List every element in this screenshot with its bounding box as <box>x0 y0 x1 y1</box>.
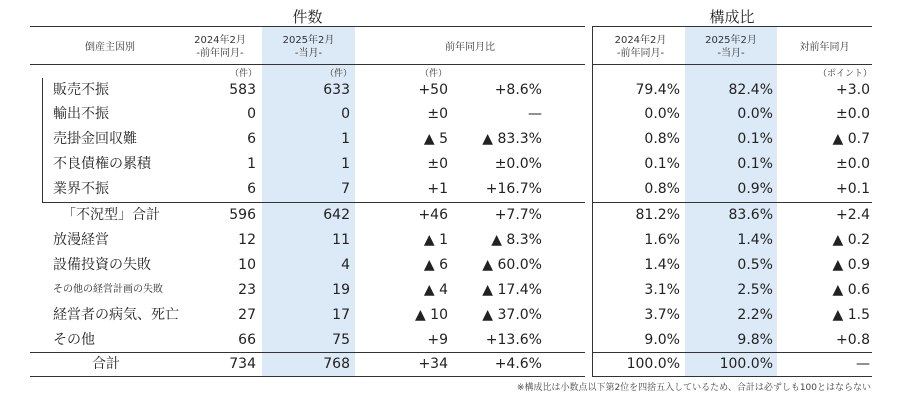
cell-pct: +7.7% <box>494 207 542 223</box>
row-label: 「不況型」合計 <box>62 207 160 223</box>
cell-rprev: 0.8% <box>644 181 680 197</box>
row-label: 販売不振 <box>53 82 109 98</box>
cell-rdiff: +0.1 <box>836 181 870 197</box>
cell-rdiff: ±0.0 <box>836 106 870 122</box>
ratio-curr-header-line2: -当月- <box>717 48 745 59</box>
cell-pct: +13.6% <box>485 332 542 348</box>
cell-rcurr: 0.0% <box>737 106 773 122</box>
cell-pct: +8.6% <box>494 82 542 98</box>
cell-rcurr: 1.4% <box>737 232 773 248</box>
ratio-prev-header-line2: -前年同月- <box>616 48 665 59</box>
recession-group-bracket <box>42 78 43 202</box>
cell-rcurr: 2.5% <box>737 282 773 298</box>
cell-diff: +9 <box>427 332 448 348</box>
cell-curr: 7 <box>341 181 350 197</box>
yoy-header: 前年同月比 <box>445 42 495 53</box>
cell-rdiff: +2.4 <box>836 207 870 223</box>
row-label: 経営者の病気、死亡 <box>53 307 179 323</box>
cell-curr: 19 <box>332 282 350 298</box>
cell-diff: ▲ 6 <box>423 257 448 273</box>
prev-month-header-line2: -前年同月- <box>196 48 244 59</box>
cell-pct: +16.7% <box>485 181 542 197</box>
cell-prev: 734 <box>229 356 256 372</box>
cell-rdiff: ▲ 0.7 <box>832 131 870 147</box>
count-section-title: 件数 <box>292 8 323 26</box>
table-bottom-line <box>30 376 585 377</box>
cell-prev: 6 <box>247 131 256 147</box>
curr-month-header-line1: 2025年2月 <box>282 35 335 46</box>
cell-curr: 1 <box>341 156 350 172</box>
cell-rprev: 81.2% <box>635 207 680 223</box>
ratio-left-border <box>592 26 593 376</box>
cell-pct: ▲ 60.0% <box>482 257 542 273</box>
cell-prev: 1 <box>247 156 256 172</box>
cell-pct: ▲ 17.4% <box>482 282 542 298</box>
cell-rprev: 100.0% <box>626 356 680 372</box>
ratio-table-bottom-line <box>592 376 872 377</box>
row-label: その他 <box>53 332 95 348</box>
cell-curr: 642 <box>323 207 350 223</box>
cell-prev: 596 <box>229 207 256 223</box>
row-label: その他の経営計画の失敗 <box>53 284 163 295</box>
cell-rcurr: 0.9% <box>737 181 773 197</box>
cell-curr: 0 <box>341 106 350 122</box>
cell-curr: 75 <box>332 332 350 348</box>
row-label: 不良債権の累積 <box>53 156 151 172</box>
footnote: ※構成比は小数点以下第2位を四捨五入しているため、合計は必ずしも100とはならない <box>516 383 871 393</box>
ratio-prev-header-line1: 2024年2月 <box>614 35 667 46</box>
cell-pct: +4.6% <box>494 356 542 372</box>
unit-yoy: （件） <box>420 69 448 79</box>
cell-rcurr: 0.1% <box>737 156 773 172</box>
cell-diff: ▲ 5 <box>423 131 448 147</box>
cell-pct: ▲ 8.3% <box>491 232 542 248</box>
cell-curr: 17 <box>332 307 350 323</box>
row-label: 合計 <box>92 356 120 372</box>
ratio-section-title: 構成比 <box>709 8 755 26</box>
cell-pct: ▲ 83.3% <box>482 131 542 147</box>
cell-pct: — <box>528 106 542 122</box>
ratio-diff-header: 対前年同月 <box>799 42 850 53</box>
cause-header: 倒産主因別 <box>85 42 135 53</box>
cell-curr: 633 <box>323 82 350 98</box>
cell-rcurr: 83.6% <box>728 207 773 223</box>
cell-diff: ▲ 1 <box>423 232 448 248</box>
cell-prev: 0 <box>247 106 256 122</box>
ratio-header-bottom-line <box>592 64 872 65</box>
cell-rcurr: 82.4% <box>728 82 773 98</box>
cell-diff: ▲ 4 <box>423 282 448 298</box>
count-header-top-line <box>30 26 585 27</box>
cell-diff: +50 <box>418 82 448 98</box>
cell-prev: 12 <box>238 232 256 248</box>
cell-rprev: 79.4% <box>635 82 680 98</box>
cell-rdiff: ▲ 0.6 <box>832 282 870 298</box>
cell-rprev: 0.8% <box>644 131 680 147</box>
cell-prev: 27 <box>238 307 256 323</box>
cell-pct: ▲ 37.0% <box>482 307 542 323</box>
cell-prev: 66 <box>238 332 256 348</box>
cell-prev: 10 <box>238 257 256 273</box>
cell-rdiff: ▲ 0.2 <box>832 232 870 248</box>
cell-rdiff: +3.0 <box>836 82 870 98</box>
cell-rcurr: 0.5% <box>737 257 773 273</box>
unit-prev: （件） <box>230 69 258 79</box>
cell-rdiff: ±0.0 <box>836 156 870 172</box>
cell-curr: 1 <box>341 131 350 147</box>
cell-prev: 6 <box>247 181 256 197</box>
cell-rdiff: +0.8 <box>836 332 870 348</box>
cell-diff: ▲ 10 <box>414 307 448 323</box>
cell-rprev: 1.4% <box>644 257 680 273</box>
cell-rprev: 1.6% <box>644 232 680 248</box>
row-label: 輸出不振 <box>53 106 109 122</box>
ratio-curr-header-line1: 2025年2月 <box>705 35 757 46</box>
cell-curr: 768 <box>323 356 350 372</box>
cell-rdiff: — <box>856 356 870 372</box>
curr-month-header-line2: -当月- <box>294 48 323 59</box>
cell-diff: +1 <box>427 181 448 197</box>
cell-prev: 23 <box>238 282 256 298</box>
cell-diff: +34 <box>418 356 448 372</box>
unit-curr: （件） <box>325 69 353 79</box>
cell-curr: 4 <box>341 257 350 273</box>
cell-diff: +46 <box>418 207 448 223</box>
cell-pct: ±0.0% <box>494 156 542 172</box>
cell-rprev: 0.1% <box>644 156 680 172</box>
cell-rcurr: 0.1% <box>737 131 773 147</box>
cell-rprev: 3.1% <box>644 282 680 298</box>
cell-rcurr: 2.2% <box>737 307 773 323</box>
cell-curr: 11 <box>332 232 350 248</box>
cell-diff: ±0 <box>427 156 448 172</box>
cell-diff: ±0 <box>427 106 448 122</box>
row-label: 設備投資の失敗 <box>53 257 151 273</box>
cell-prev: 583 <box>229 82 256 98</box>
cell-rcurr: 9.8% <box>737 332 773 348</box>
row-label: 業界不振 <box>53 181 109 197</box>
prev-month-header-line1: 2024年2月 <box>194 35 246 46</box>
count-header-bottom-line <box>30 64 585 65</box>
cell-rcurr: 100.0% <box>719 356 773 372</box>
row-label: 売掛金回収難 <box>53 131 137 147</box>
cell-rdiff: ▲ 1.5 <box>832 307 870 323</box>
cell-rprev: 0.0% <box>644 106 680 122</box>
cell-rprev: 9.0% <box>644 332 680 348</box>
row-label: 放漫経営 <box>53 232 109 248</box>
cell-rprev: 3.7% <box>644 307 680 323</box>
ratio-header-top-line <box>592 26 872 27</box>
cell-rdiff: ▲ 0.9 <box>832 257 870 273</box>
unit-point: （ポイント） <box>818 69 873 79</box>
